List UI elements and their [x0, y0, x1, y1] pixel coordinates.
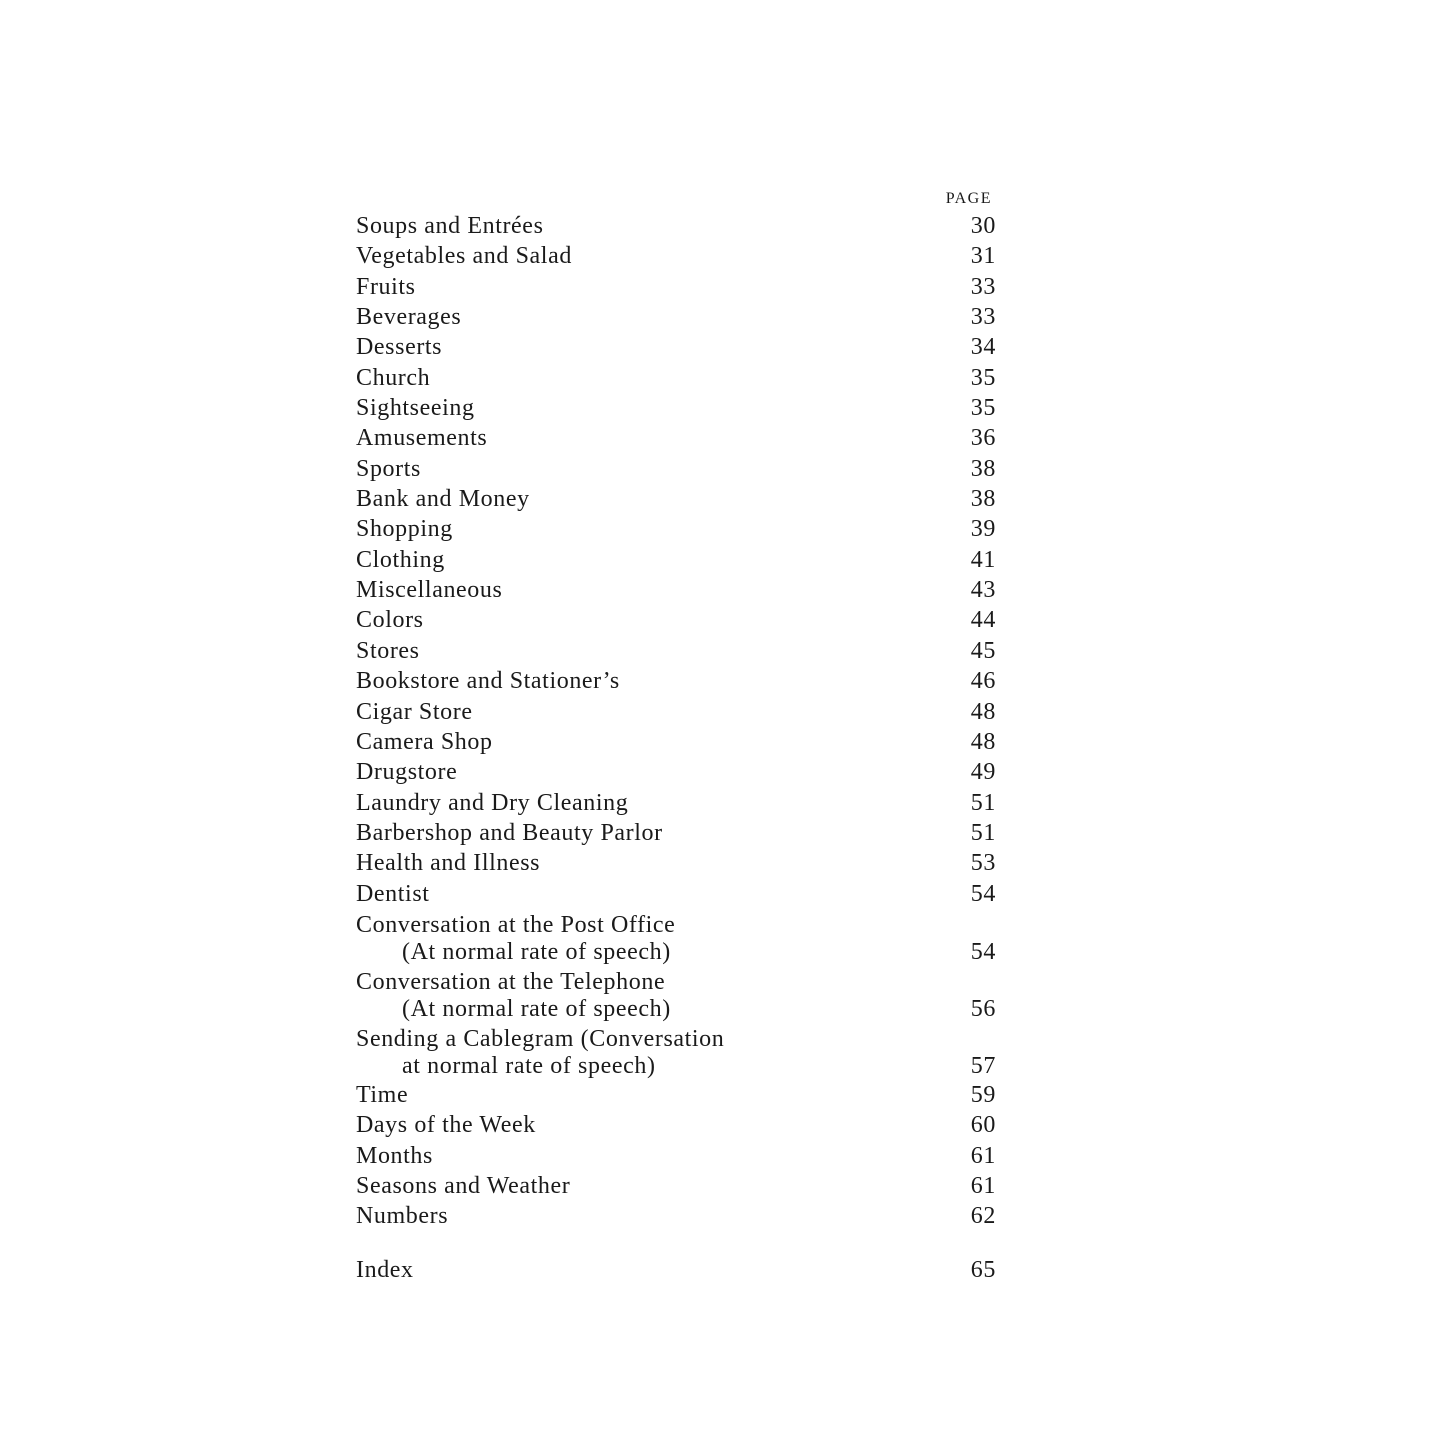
- toc-entry-index: [356, 1255, 996, 1285]
- toc-entry: [356, 848, 996, 878]
- toc-entry-title: [356, 1110, 536, 1140]
- toc-entry-title-main: Desserts: [356, 334, 443, 361]
- toc-entry: [356, 454, 996, 484]
- toc-entry-page: 45: [970, 637, 996, 664]
- toc-entry-title: [356, 514, 453, 544]
- toc-entry-title-main: Clothing: [356, 546, 445, 573]
- toc-entry-title-main: Bookstore and Stationer’s: [356, 668, 620, 695]
- toc-entry-page: 65: [970, 1256, 996, 1283]
- toc-entry: [356, 393, 996, 423]
- toc-entry-page: 39: [970, 516, 996, 543]
- toc-entry-page: 48: [970, 728, 996, 755]
- toc-entry: [356, 727, 996, 757]
- toc-entry-title: [356, 484, 530, 514]
- toc-entry-title-main: Seasons and Weather: [356, 1172, 571, 1199]
- toc-entry-title-main: Conversation at the Telephone: [356, 968, 666, 995]
- toc-entry-title-main: Sightseeing: [356, 395, 475, 422]
- toc-entry: [356, 879, 996, 909]
- toc-entry-title-continuation: (At normal rate of speech): [402, 995, 671, 1022]
- toc-entry: [356, 666, 996, 696]
- toc-entry-page: 61: [970, 1142, 996, 1169]
- toc-entry-page: 48: [970, 698, 996, 725]
- toc-entry-page: 38: [970, 486, 996, 513]
- toc-entry: [356, 1141, 996, 1171]
- toc-entry-title-main: Health and Illness: [356, 850, 541, 877]
- toc-entry-page: 54: [970, 938, 996, 965]
- toc-entry-title: [356, 1080, 408, 1110]
- toc-entry: [356, 302, 996, 332]
- toc-entry-page: 33: [970, 273, 996, 300]
- toc-entry-title-main: Sending a Cablegram (Conversation: [356, 1025, 725, 1052]
- toc-entry-title-main: Miscellaneous: [356, 577, 503, 604]
- toc-entry-title-main: Bank and Money: [356, 486, 530, 513]
- toc-entry: [356, 909, 996, 966]
- toc-entry-title-main: Time: [356, 1081, 409, 1108]
- toc-entry-title: [356, 818, 663, 848]
- toc-entry-title: [356, 912, 675, 966]
- toc-entry-title: [356, 757, 457, 787]
- toc-entry-title: [356, 241, 572, 271]
- toc-entry: [356, 1023, 996, 1080]
- toc-entry: [356, 636, 996, 666]
- toc-entry-page: 49: [970, 759, 996, 786]
- toc-entry-title: [356, 393, 475, 423]
- toc-entry-title: [356, 848, 540, 878]
- toc-entry: [356, 332, 996, 362]
- toc-entry-title: [356, 1201, 448, 1231]
- toc-entry-title: [356, 545, 445, 575]
- toc-entry-page: 61: [970, 1172, 996, 1199]
- toc-entry-page: 44: [970, 607, 996, 634]
- toc-entry-page: 54: [970, 880, 996, 907]
- toc-entry-title-main: Camera Shop: [356, 728, 493, 755]
- toc-entry-page: 35: [970, 364, 996, 391]
- toc-entry-page: 36: [970, 425, 996, 452]
- toc-entry-title: [356, 211, 544, 241]
- toc-entry-title-main: Vegetables and Salad: [356, 243, 572, 270]
- toc-entry: [356, 966, 996, 1023]
- toc-entry-title-main: Shopping: [356, 516, 453, 543]
- toc-entry-title-main: Numbers: [356, 1203, 449, 1230]
- toc-entry-title: [356, 302, 461, 332]
- toc-entry-title-main: Beverages: [356, 304, 462, 331]
- toc-entry-page: 59: [970, 1081, 996, 1108]
- toc-entry-title: [356, 879, 430, 909]
- page-column-header: PAGE: [945, 190, 992, 207]
- toc-entry: [356, 1080, 996, 1110]
- toc-entry-title-main: Conversation at the Post Office: [356, 911, 676, 938]
- toc-entry-page: 43: [970, 577, 996, 604]
- toc-entry: [356, 1110, 996, 1140]
- toc-entry: [356, 788, 996, 818]
- toc-entry-title: [356, 575, 502, 605]
- toc-entry-page: 38: [970, 455, 996, 482]
- toc-entry-title: [356, 697, 473, 727]
- toc-entry-page: 62: [970, 1203, 996, 1230]
- toc-entry-title: [356, 969, 671, 1023]
- toc-entry-title: [356, 1171, 570, 1201]
- toc-entry-page: 41: [970, 546, 996, 573]
- toc-entry-page: 34: [970, 334, 996, 361]
- toc-entry-page: 35: [970, 395, 996, 422]
- toc-entry-title-continuation: at normal rate of speech): [402, 1052, 656, 1079]
- toc-entry-title-main: Fruits: [356, 273, 416, 300]
- toc-entry: [356, 423, 996, 453]
- toc-entry-page: 56: [970, 995, 996, 1022]
- toc-entry-title-main: Days of the Week: [356, 1112, 536, 1139]
- toc-entry-title-main: Drugstore: [356, 759, 458, 786]
- toc-entry-page: 60: [970, 1112, 996, 1139]
- toc-entry: [356, 757, 996, 787]
- toc-entry-title-main: Stores: [356, 637, 420, 664]
- toc-entry-title: [356, 423, 487, 453]
- toc-entry-page: 57: [970, 1052, 996, 1079]
- toc-list: [356, 211, 996, 1232]
- toc-entry: [356, 818, 996, 848]
- toc-entry: [356, 575, 996, 605]
- toc-entry-page: 31: [970, 243, 996, 270]
- toc-entry-title: [356, 272, 416, 302]
- toc-entry: [356, 545, 996, 575]
- toc-entry: [356, 241, 996, 271]
- toc-entry-title: [356, 1141, 433, 1171]
- toc-entry-page: 30: [970, 213, 996, 239]
- toc-entry-title-main: Soups and Entrées: [356, 213, 544, 239]
- toc-entry: [356, 1201, 996, 1231]
- toc-entry: [356, 605, 996, 635]
- toc-entry-page: 33: [970, 304, 996, 331]
- toc-entry-page: 51: [970, 789, 996, 816]
- toc-entry-title: [356, 727, 493, 757]
- toc-entry: [356, 514, 996, 544]
- toc-entry-title: [356, 363, 430, 393]
- toc-entry-title: [356, 605, 424, 635]
- table-of-contents: [356, 186, 996, 1285]
- toc-entry-title-main: Colors: [356, 607, 424, 634]
- toc-entry: [356, 363, 996, 393]
- toc-entry-title: Index: [356, 1256, 414, 1283]
- toc-entry: [356, 272, 996, 302]
- toc-entry-title-main: Sports: [356, 455, 421, 482]
- toc-entry: [356, 697, 996, 727]
- toc-entry-page: 53: [970, 850, 996, 877]
- toc-entry-title-main: Cigar Store: [356, 698, 473, 725]
- toc-entry: [356, 211, 996, 241]
- toc-entry-title-main: Church: [356, 364, 431, 391]
- toc-entry-page: 51: [970, 819, 996, 846]
- toc-entry-title: [356, 454, 421, 484]
- toc-entry-title: [356, 666, 620, 696]
- toc-entry-title: [356, 636, 420, 666]
- toc-entry-page: 46: [970, 668, 996, 695]
- toc-entry-title: [356, 788, 628, 818]
- toc-entry-title-main: Barbershop and Beauty Parlor: [356, 819, 663, 846]
- toc-entry-title-main: Laundry and Dry Cleaning: [356, 789, 629, 816]
- toc-entry-title-main: Amusements: [356, 425, 488, 452]
- toc-entry-title-main: Dentist: [356, 880, 430, 907]
- toc-entry-title-continuation: (At normal rate of speech): [402, 938, 671, 965]
- toc-entry: [356, 1171, 996, 1201]
- toc-entry-title-main: Months: [356, 1142, 433, 1169]
- toc-entry-title: [356, 1026, 724, 1080]
- toc-entry: [356, 484, 996, 514]
- toc-entry-title: [356, 332, 442, 362]
